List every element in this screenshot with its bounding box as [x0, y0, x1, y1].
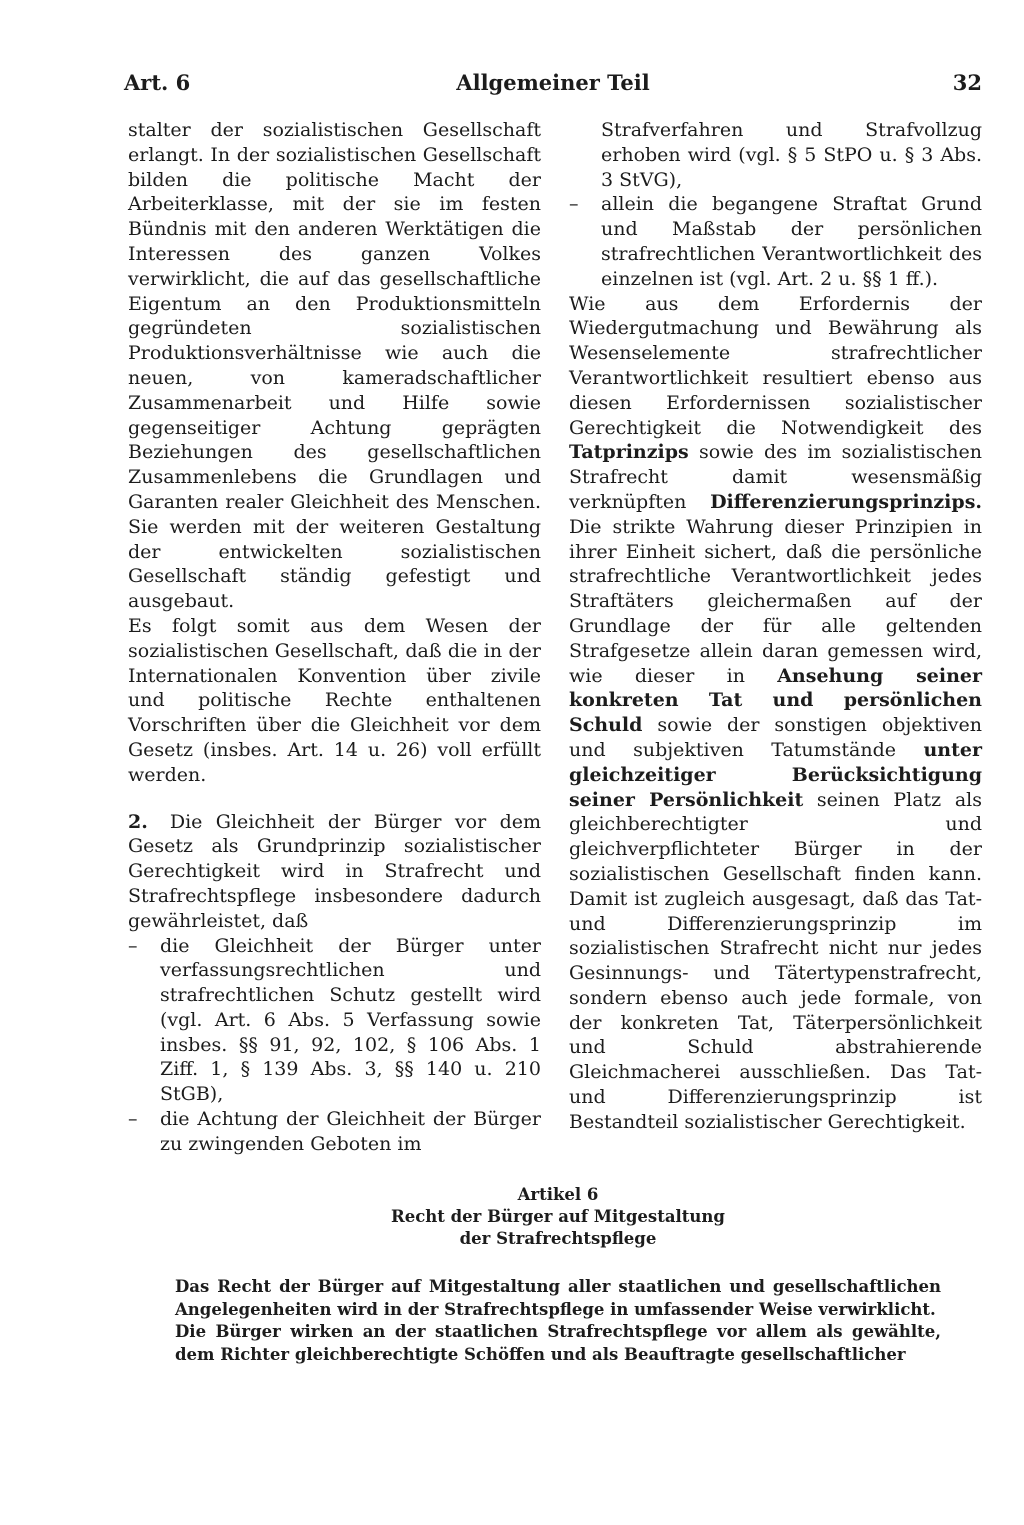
section-number: 2. — [128, 810, 148, 833]
page-number: 32 — [952, 70, 982, 95]
article-heading — [175, 1184, 941, 1250]
article-text — [175, 1276, 941, 1366]
text-run: Die strikte Wahrung dieser Prinzipien in ihrer Einheit sichert, daß die persönliche strafrechtliche Verantwortlichkeit jedes Straftäters gleichermaßen auf der Grundlage der für alle geltenden Strafgesetze allein daran gemessen wird, wie dieser in — [569, 515, 982, 687]
dash-marker: – — [128, 934, 138, 957]
list-item — [128, 1107, 541, 1157]
dash-marker: – — [128, 1108, 138, 1131]
list-item — [569, 192, 982, 291]
paragraph — [569, 292, 982, 1135]
article-paragraph: Die Bürger wirken an der staatlichen Strafrechtspflege vor allem als gewählte, dem Richter gleichberechtigte Schöffen und als Beauftragte gesellschaftlicher — [175, 1322, 941, 1364]
text-run: sowie der sonstigen objektiven und subjektiven Tatumstände — [569, 714, 982, 761]
article-paragraph: Das Recht der Bürger auf Mitgestaltung aller staatlichen und gesellschaftlichen Angelegenheiten wird in der Strafrechtspflege in umfassender Weise verwirklicht. — [175, 1277, 941, 1319]
paragraph-text: Die Gleichheit der Bürger vor dem Gesetz als Grundprinzip sozialistischer Gerechtigkeit wird in Strafrecht und Strafrechtspflege insbesondere dadurch gewährleistet, daß — [128, 810, 541, 932]
text-run: seinen Platz als gleichberechtigter und gleichverpflichteter Bürger in der sozialistischen Gesellschaft finden kann. Damit ist zugleich ausgesagt, daß das Tat- und Differenzierungsprinzip im sozialistischen Strafrecht nicht nur jedes Gesinnungs- und Tätertypenstrafrecht, sondern ebenso auch jede formale, von der konkreten Tat, Täterpersönlichkeit und Schuld abstrahierende Gleichmacherei ausschließen. Das Tat- und Differenzierungsprinzip ist Bestandteil sozialistischer Gerechtigkeit. — [569, 788, 982, 1133]
dash-marker: – — [569, 193, 579, 216]
text-run: sowie des im sozialistischen Strafrecht damit wesensmäßig verknüpften — [569, 441, 982, 513]
right-column — [569, 118, 982, 1135]
list-item — [128, 934, 541, 1108]
header-section-title: Allgemeiner Teil — [456, 70, 650, 95]
running-header — [124, 70, 982, 104]
list-item-text: allein die begangene Straftat Grund und Maßstab der persönlichen strafrechtlichen Verantwortlichkeit des einzelnen ist (vgl. Art. 2 u. §§ 1 ff.). — [601, 193, 982, 290]
header-article-ref: Art. 6 — [124, 70, 191, 95]
emphasis-term: Tatprinzips — [569, 441, 689, 464]
list-item-text: die Achtung der Gleichheit der Bürger zu zwingenden Geboten im — [160, 1108, 541, 1155]
paragraph: stalter der sozialistischen Gesellschaft erlangt. In der sozialistischen Gesellschaft bilden die politische Macht der Arbeiterklasse, mit der sie im festen Bündnis mit den anderen Werktätigen die Interessen des ganzen Volkes verwirklicht, die auf das gesellschaftliche Eigentum an den Produktionsmitteln gegründeten sozialistischen Produktionsverhältnisse wie auch die neuen, von kameradschaftlicher Zusammenarbeit und Hilfe sowie gegenseitiger Achtung geprägten Beziehungen des gesellschaftlichen Zusammenlebens die Grundlagen und Garanten realer Gleichheit des Menschen. Sie werden mit der weiteren Gestaltung der entwickelten sozialistischen Gesellschaft ständig gefestigt und ausgebaut. — [128, 119, 541, 613]
numbered-paragraph — [128, 810, 541, 934]
paragraph: Es folgt somit aus dem Wesen der sozialistischen Gesellschaft, daß die in der Internationalen Konvention über zivile und politische Rechte enthaltenen Vorschriften über die Gleichheit vor dem Gesetz (insbes. Art. 14 u. 26) voll erfüllt werden. — [128, 614, 541, 786]
emphasis-term: Ansehung seiner konkreten Tat und persönlichen Schuld — [569, 664, 982, 737]
left-column — [128, 118, 541, 1157]
article-subtitle: Recht der Bürger auf Mitgestaltung — [391, 1207, 725, 1226]
text-run: Wie aus dem Erfordernis der Wiedergutmachung und Bewährung als Wesenselemente strafrechtlicher Verantwortlichkeit resultiert ebenso aus diesen Erfordernissen sozialistischer Gerechtigkeit die Notwendigkeit des — [569, 292, 982, 439]
list-item-text: die Gleichheit der Bürger unter verfassungsrechtlichen und strafrechtlichen Schutz gestellt wird (vgl. Art. 6 Abs. 5 Verfassung sowie insbes. §§ 91, 92, 102, § 106 Abs. 1 Ziff. 1, § 139 Abs. 3, §§ 140 u. 210 StGB), — [160, 934, 541, 1106]
emphasis-term: Differenzierungsprinzips. — [710, 490, 982, 513]
article-subtitle: der Strafrechtspflege — [459, 1229, 657, 1248]
article-title: Artikel 6 — [517, 1185, 599, 1204]
list-item-continuation: Strafverfahren und Strafvollzug erhoben wird (vgl. § 5 StPO u. § 3 Abs. 3 StVG), — [601, 119, 982, 191]
emphasis-term: unter gleichzeitiger Berücksichtigung seiner Persönlichkeit — [569, 738, 982, 811]
